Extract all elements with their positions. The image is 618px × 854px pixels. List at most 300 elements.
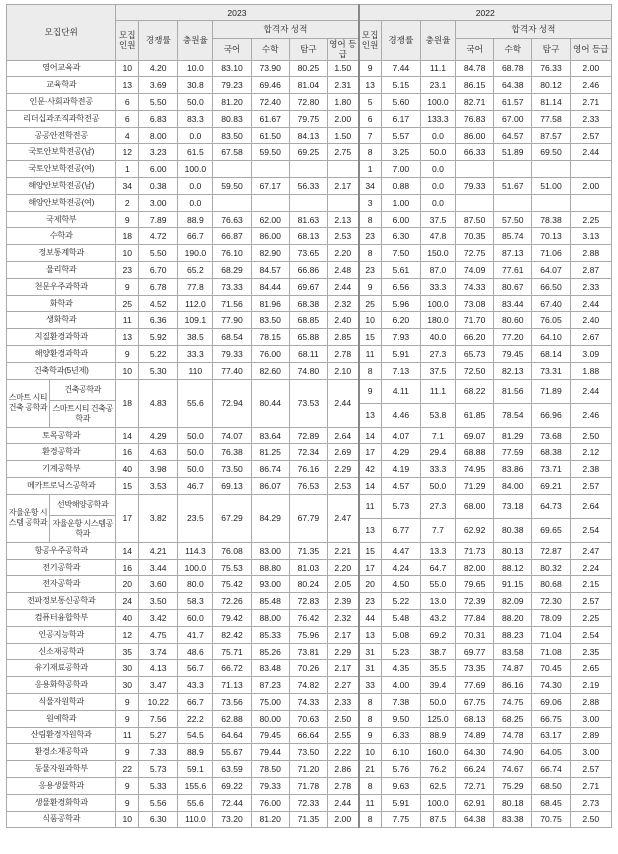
inquiry-2022: 64.73 <box>532 494 570 518</box>
competition-2023: 3.44 <box>139 559 178 576</box>
competition-2023: 3.47 <box>139 677 178 694</box>
english-2022: 3.09 <box>570 346 611 363</box>
competition-2022: 5.57 <box>381 127 420 144</box>
competition-2022: 4.19 <box>381 461 420 478</box>
english-2022: 2.00 <box>570 178 611 195</box>
competition-2023: 3.50 <box>139 593 178 610</box>
math-2023: 69.46 <box>251 77 289 94</box>
inquiry-2023: 79.75 <box>289 110 327 127</box>
fill-rate-2022: 64.7 <box>420 559 455 576</box>
english-2022: 2.71 <box>570 94 611 111</box>
quota-2022: 8 <box>359 211 382 228</box>
english-2022: 2.57 <box>570 127 611 144</box>
english-2022 <box>570 161 611 178</box>
inquiry-2022: 73.31 <box>532 362 570 379</box>
english-2022: 2.50 <box>570 811 611 828</box>
math-2023: 86.00 <box>251 228 289 245</box>
korean-2022: 74.95 <box>456 461 494 478</box>
competition-2022: 1.00 <box>381 194 420 211</box>
english-2022: 2.46 <box>570 77 611 94</box>
korean-2022: 68.13 <box>456 710 494 727</box>
korean-2023: 72.94 <box>213 379 251 427</box>
inquiry-2023: 80.25 <box>289 60 327 77</box>
fill-rate-2023: 61.5 <box>178 144 213 161</box>
competition-2022: 5.91 <box>381 794 420 811</box>
quota-2022: 11 <box>359 346 382 363</box>
inquiry-2023: 80.24 <box>289 576 327 593</box>
inquiry-2023: 68.11 <box>289 346 327 363</box>
quota-2022: 13 <box>359 403 382 427</box>
english-2023: 2.29 <box>327 461 358 478</box>
competition-2023: 5.50 <box>139 94 178 111</box>
unit-name: 항공우주공학과 <box>7 542 116 559</box>
quota-2023: 14 <box>116 427 139 444</box>
fill-rate-2022: 40.0 <box>420 329 455 346</box>
inquiry-2022: 63.17 <box>532 727 570 744</box>
fill-rate-2023: 41.7 <box>178 626 213 643</box>
inquiry-2023: 76.42 <box>289 610 327 627</box>
unit-name: 천문우주과학과 <box>7 278 116 295</box>
english-2022: 2.38 <box>570 461 611 478</box>
table-row <box>7 427 612 444</box>
fill-rate-2022: 76.2 <box>420 761 455 778</box>
fill-rate-2023: 80.0 <box>178 576 213 593</box>
competition-2022: 6.77 <box>381 518 420 542</box>
inquiry-2022: 70.75 <box>532 811 570 828</box>
english-2023: 2.00 <box>327 110 358 127</box>
fill-rate-2022: 37.5 <box>420 362 455 379</box>
math-2022: 51.67 <box>494 178 532 195</box>
quota-2023: 40 <box>116 610 139 627</box>
unit-name: 생물환경화학과 <box>7 794 116 811</box>
math-2022: 68.25 <box>494 710 532 727</box>
english-2022: 3.00 <box>570 744 611 761</box>
fill-rate-2023: 110 <box>178 362 213 379</box>
grouped-unit <box>7 494 116 542</box>
korean-2022: 79.65 <box>456 576 494 593</box>
english-2023: 2.33 <box>327 694 358 711</box>
english-2022: 2.35 <box>570 643 611 660</box>
inquiry-2022: 87.57 <box>532 127 570 144</box>
competition-2023: 4.75 <box>139 626 178 643</box>
english-2023: 1.50 <box>327 60 358 77</box>
english-2023: 2.32 <box>327 295 358 312</box>
quota-2023: 18 <box>116 379 139 427</box>
quota-2022: 34 <box>359 178 382 195</box>
unit-name: 정보통계학과 <box>7 245 116 262</box>
korean-header-2022: 국어 <box>456 38 494 60</box>
competition-2022: 4.11 <box>381 379 420 403</box>
quota-2022: 8 <box>359 144 382 161</box>
fill-rate-2023: 66.7 <box>178 228 213 245</box>
korean-2023: 55.67 <box>213 744 251 761</box>
math-2023: 87.23 <box>251 677 289 694</box>
korean-2022: 64.38 <box>456 811 494 828</box>
unit-name: 동물자원과학부 <box>7 761 116 778</box>
math-2023: 80.44 <box>251 379 289 427</box>
korean-2022: 68.00 <box>456 494 494 518</box>
competition-2023: 4.63 <box>139 444 178 461</box>
unit-name: 응용생물학과 <box>7 777 116 794</box>
inquiry-2023: 68.13 <box>289 228 327 245</box>
korean-2022: 65.73 <box>456 346 494 363</box>
fill-rate-2022: 62.5 <box>420 777 455 794</box>
competition-2022: 7.75 <box>381 811 420 828</box>
fill-rate-2022: 100.0 <box>420 295 455 312</box>
fill-rate-2023: 100.0 <box>178 559 213 576</box>
fill-rate-2023: 48.6 <box>178 643 213 660</box>
quota-2022: 13 <box>359 626 382 643</box>
fill-rate-2023: 38.5 <box>178 329 213 346</box>
math-2023: 83.48 <box>251 660 289 677</box>
competition-2022: 6.30 <box>381 228 420 245</box>
quota-2023: 9 <box>116 211 139 228</box>
korean-2023: 68.54 <box>213 329 251 346</box>
competition-2022: 4.24 <box>381 559 420 576</box>
korean-2023: 66.72 <box>213 660 251 677</box>
inquiry-2022 <box>532 194 570 211</box>
competition-2022: 7.00 <box>381 161 420 178</box>
fill-rate-2022: 0.0 <box>420 178 455 195</box>
fill-rate-header-2023: 충원율 <box>178 21 213 61</box>
inquiry-2023 <box>289 161 327 178</box>
quota-2023: 34 <box>116 178 139 195</box>
fill-rate-2023: 50.0 <box>178 444 213 461</box>
math-2023: 85.33 <box>251 626 289 643</box>
fill-rate-2023: 55.6 <box>178 379 213 427</box>
unit-name: 인공지능학과 <box>7 626 116 643</box>
table-row <box>7 610 612 627</box>
inquiry-2022: 66.74 <box>532 761 570 778</box>
competition-2023: 4.29 <box>139 427 178 444</box>
quota-2022: 31 <box>359 660 382 677</box>
quota-2022: 15 <box>359 329 382 346</box>
math-2023: 82.90 <box>251 245 289 262</box>
quota-2022: 21 <box>359 761 382 778</box>
english-2023: 2.75 <box>327 144 358 161</box>
inquiry-2023: 70.26 <box>289 660 327 677</box>
unit-name: 유기재료공학과 <box>7 660 116 677</box>
quota-2022: 9 <box>359 278 382 295</box>
inquiry-2022: 72.87 <box>532 542 570 559</box>
inquiry-2022: 69.21 <box>532 478 570 495</box>
fill-rate-2023: 110.0 <box>178 811 213 828</box>
fill-rate-2023: 112.0 <box>178 295 213 312</box>
english-2022: 2.57 <box>570 478 611 495</box>
math-2022 <box>494 161 532 178</box>
unit-name: 국제학부 <box>7 211 116 228</box>
math-2022: 86.16 <box>494 677 532 694</box>
quota-2022: 44 <box>359 610 382 627</box>
fill-rate-2022: 0.0 <box>420 161 455 178</box>
fill-rate-2022: 27.3 <box>420 346 455 363</box>
quota-2023: 9 <box>116 744 139 761</box>
unit-name: 지질환경과학과 <box>7 329 116 346</box>
inquiry-2022: 69.50 <box>532 144 570 161</box>
quota-2023: 16 <box>116 559 139 576</box>
math-2022: 91.15 <box>494 576 532 593</box>
math-2022: 78.54 <box>494 403 532 427</box>
competition-2023: 8.00 <box>139 127 178 144</box>
math-2022: 85.74 <box>494 228 532 245</box>
admission-results-table <box>6 4 612 828</box>
korean-2023: 73.50 <box>213 461 251 478</box>
english-2023: 2.10 <box>327 362 358 379</box>
quota-2022: 10 <box>359 312 382 329</box>
math-2023: 80.00 <box>251 710 289 727</box>
table-row <box>7 643 612 660</box>
sub-unit-1: 선박해양공학과 <box>50 495 115 516</box>
korean-2023: 81.20 <box>213 94 251 111</box>
unit-name: 컴퓨터융합학부 <box>7 610 116 627</box>
inquiry-2023: 74.33 <box>289 694 327 711</box>
fill-rate-2022: 23.1 <box>420 77 455 94</box>
quota-2023: 24 <box>116 593 139 610</box>
korean-2023: 80.83 <box>213 110 251 127</box>
math-2022: 61.57 <box>494 94 532 111</box>
quota-2023: 9 <box>116 710 139 727</box>
inquiry-2022: 71.04 <box>532 626 570 643</box>
english-2023: 2.21 <box>327 542 358 559</box>
table-row <box>7 144 612 161</box>
fill-rate-2022: 29.4 <box>420 444 455 461</box>
table-row <box>7 494 612 518</box>
inquiry-2023: 81.03 <box>289 559 327 576</box>
math-2023: 85.26 <box>251 643 289 660</box>
english-2023: 2.78 <box>327 777 358 794</box>
competition-2022: 9.50 <box>381 710 420 727</box>
inquiry-2023: 73.65 <box>289 245 327 262</box>
english-2022: 2.12 <box>570 444 611 461</box>
english-2022: 2.57 <box>570 593 611 610</box>
math-2022: 74.75 <box>494 694 532 711</box>
english-2022: 2.25 <box>570 610 611 627</box>
quota-2022: 9 <box>359 727 382 744</box>
unit-name: 해양환경과학과 <box>7 346 116 363</box>
quota-2022: 6 <box>359 110 382 127</box>
quota-2023: 9 <box>116 777 139 794</box>
inquiry-2023: 72.34 <box>289 444 327 461</box>
math-2022: 74.87 <box>494 660 532 677</box>
table-row <box>7 478 612 495</box>
math-2023: 88.00 <box>251 610 289 627</box>
fill-rate-2023: 65.2 <box>178 262 213 279</box>
math-2022: 64.38 <box>494 77 532 94</box>
competition-2022: 5.48 <box>381 610 420 627</box>
korean-2022: 61.85 <box>456 403 494 427</box>
unit-name: 기계공학부 <box>7 461 116 478</box>
table-row <box>7 178 612 195</box>
math-2022: 88.12 <box>494 559 532 576</box>
sub-unit-2: 스마트시티 건축공학과 <box>52 403 113 423</box>
english-2023: 2.48 <box>327 262 358 279</box>
inquiry-2022: 74.30 <box>532 677 570 694</box>
competition-2022: 6.20 <box>381 312 420 329</box>
math-2023: 86.07 <box>251 478 289 495</box>
inquiry-2022: 73.68 <box>532 427 570 444</box>
inquiry-2022: 67.40 <box>532 295 570 312</box>
math-2023: 83.64 <box>251 427 289 444</box>
competition-2023: 5.27 <box>139 727 178 744</box>
fill-rate-2023: 58.3 <box>178 593 213 610</box>
inquiry-2023: 72.33 <box>289 794 327 811</box>
quota-2022: 5 <box>359 94 382 111</box>
korean-2022: 62.92 <box>456 518 494 542</box>
competition-2023: 4.21 <box>139 542 178 559</box>
quota-2022: 14 <box>359 478 382 495</box>
quota-2023: 4 <box>116 127 139 144</box>
inquiry-2022: 66.96 <box>532 403 570 427</box>
math-2023: 62.00 <box>251 211 289 228</box>
korean-2023: 62.88 <box>213 710 251 727</box>
korean-2023: 79.42 <box>213 610 251 627</box>
competition-2023: 3.42 <box>139 610 178 627</box>
inquiry-2022: 68.38 <box>532 444 570 461</box>
english-2023: 2.64 <box>327 427 358 444</box>
korean-2023: 64.64 <box>213 727 251 744</box>
grouped-unit <box>7 379 116 427</box>
table-row <box>7 362 612 379</box>
inquiry-2022: 80.68 <box>532 576 570 593</box>
unit-name: 신소재공학과 <box>7 643 116 660</box>
quota-2023: 11 <box>116 312 139 329</box>
math-2022: 80.18 <box>494 794 532 811</box>
unit-name: 건축학과(5년제) <box>7 362 116 379</box>
unit-name: 환경공학과 <box>7 444 116 461</box>
quota-2023: 25 <box>116 295 139 312</box>
table-row <box>7 94 612 111</box>
quota-2022: 3 <box>359 194 382 211</box>
math-2022: 83.86 <box>494 461 532 478</box>
fill-rate-2023: 0.0 <box>178 178 213 195</box>
quota-2023: 23 <box>116 262 139 279</box>
quota-2023: 13 <box>116 329 139 346</box>
english-2023: 2.00 <box>327 811 358 828</box>
english-2023: 2.27 <box>327 677 358 694</box>
english-2022: 2.44 <box>570 295 611 312</box>
unit-name: 토목공학과 <box>7 427 116 444</box>
quota-2023: 18 <box>116 228 139 245</box>
results-header-2022: 합격자 성적 <box>456 21 612 39</box>
competition-2022: 5.76 <box>381 761 420 778</box>
inquiry-2022: 71.06 <box>532 245 570 262</box>
fill-rate-2023: 190.0 <box>178 245 213 262</box>
fill-rate-2022: 55.0 <box>420 576 455 593</box>
unit-name: 응용화학공학과 <box>7 677 116 694</box>
english-2023: 2.44 <box>327 379 358 427</box>
quota-2022: 13 <box>359 77 382 94</box>
english-2023 <box>327 161 358 178</box>
unit-name: 메카트로닉스공학과 <box>7 478 116 495</box>
competition-2022: 5.15 <box>381 77 420 94</box>
quota-2023: 35 <box>116 643 139 660</box>
competition-2022: 7.13 <box>381 362 420 379</box>
quota-2022: 23 <box>359 593 382 610</box>
english-2022: 2.50 <box>570 427 611 444</box>
math-2023: 93.00 <box>251 576 289 593</box>
english-2022: 2.44 <box>570 379 611 403</box>
fill-rate-2023: 30.8 <box>178 77 213 94</box>
competition-2022: 5.73 <box>381 494 420 518</box>
korean-2022: 67.75 <box>456 694 494 711</box>
inquiry-2023: 71.20 <box>289 761 327 778</box>
english-2022: 2.25 <box>570 211 611 228</box>
competition-2022: 5.61 <box>381 262 420 279</box>
fill-rate-2022: 125.0 <box>420 710 455 727</box>
math-2022: 73.18 <box>494 494 532 518</box>
english-2023: 2.32 <box>327 610 358 627</box>
fill-rate-2022: 160.0 <box>420 744 455 761</box>
competition-2023: 4.83 <box>139 379 178 427</box>
inquiry-header-2022: 탐구 <box>532 38 570 60</box>
table-row <box>7 461 612 478</box>
inquiry-2023: 68.38 <box>289 295 327 312</box>
quota-2023: 16 <box>116 444 139 461</box>
fill-rate-2022: 13.0 <box>420 593 455 610</box>
english-2023: 2.40 <box>327 312 358 329</box>
unit-name: 원예학과 <box>7 710 116 727</box>
year-2022-header: 2022 <box>359 5 612 21</box>
inquiry-2023: 84.13 <box>289 127 327 144</box>
korean-2022: 73.35 <box>456 660 494 677</box>
fill-rate-2023: 46.7 <box>178 478 213 495</box>
competition-2022: 5.22 <box>381 593 420 610</box>
quota-2023: 2 <box>116 194 139 211</box>
competition-2022: 6.56 <box>381 278 420 295</box>
quota-2023: 9 <box>116 278 139 295</box>
inquiry-2023: 71.35 <box>289 542 327 559</box>
fill-rate-2022: 35.5 <box>420 660 455 677</box>
inquiry-2022: 76.33 <box>532 60 570 77</box>
quota-2022: 25 <box>359 295 382 312</box>
quota-2022: 1 <box>359 161 382 178</box>
unit-name: 국토안보학전공(남) <box>7 144 116 161</box>
english-2023: 2.17 <box>327 178 358 195</box>
table-row <box>7 744 612 761</box>
english-2022: 2.54 <box>570 518 611 542</box>
quota-2023: 40 <box>116 461 139 478</box>
korean-2023: 67.58 <box>213 144 251 161</box>
korean-2022: 87.50 <box>456 211 494 228</box>
competition-2023: 4.13 <box>139 660 178 677</box>
math-2023: 76.00 <box>251 794 289 811</box>
korean-2023: 63.59 <box>213 761 251 778</box>
math-2023: 84.29 <box>251 494 289 542</box>
quota-2022: 23 <box>359 228 382 245</box>
inquiry-2022: 70.45 <box>532 660 570 677</box>
fill-rate-2022: 87.0 <box>420 262 455 279</box>
quota-2022: 8 <box>359 777 382 794</box>
competition-2023: 3.00 <box>139 194 178 211</box>
quota-2022: 17 <box>359 559 382 576</box>
competition-2023: 3.82 <box>139 494 178 542</box>
inquiry-2023: 67.79 <box>289 494 327 542</box>
math-2022: 74.90 <box>494 744 532 761</box>
english-2023: 2.29 <box>327 643 358 660</box>
quota-2023: 1 <box>116 161 139 178</box>
fill-rate-2023: 50.0 <box>178 461 213 478</box>
unit-name: 전기공학과 <box>7 559 116 576</box>
fill-rate-2023: 43.3 <box>178 677 213 694</box>
english-2022: 2.89 <box>570 727 611 744</box>
math-2023: 72.40 <box>251 94 289 111</box>
math-header-2022: 수학 <box>494 38 532 60</box>
inquiry-2023: 81.63 <box>289 211 327 228</box>
table-row <box>7 660 612 677</box>
quota-2022: 42 <box>359 461 382 478</box>
quota-2023: 30 <box>116 660 139 677</box>
competition-2023: 10.22 <box>139 694 178 711</box>
